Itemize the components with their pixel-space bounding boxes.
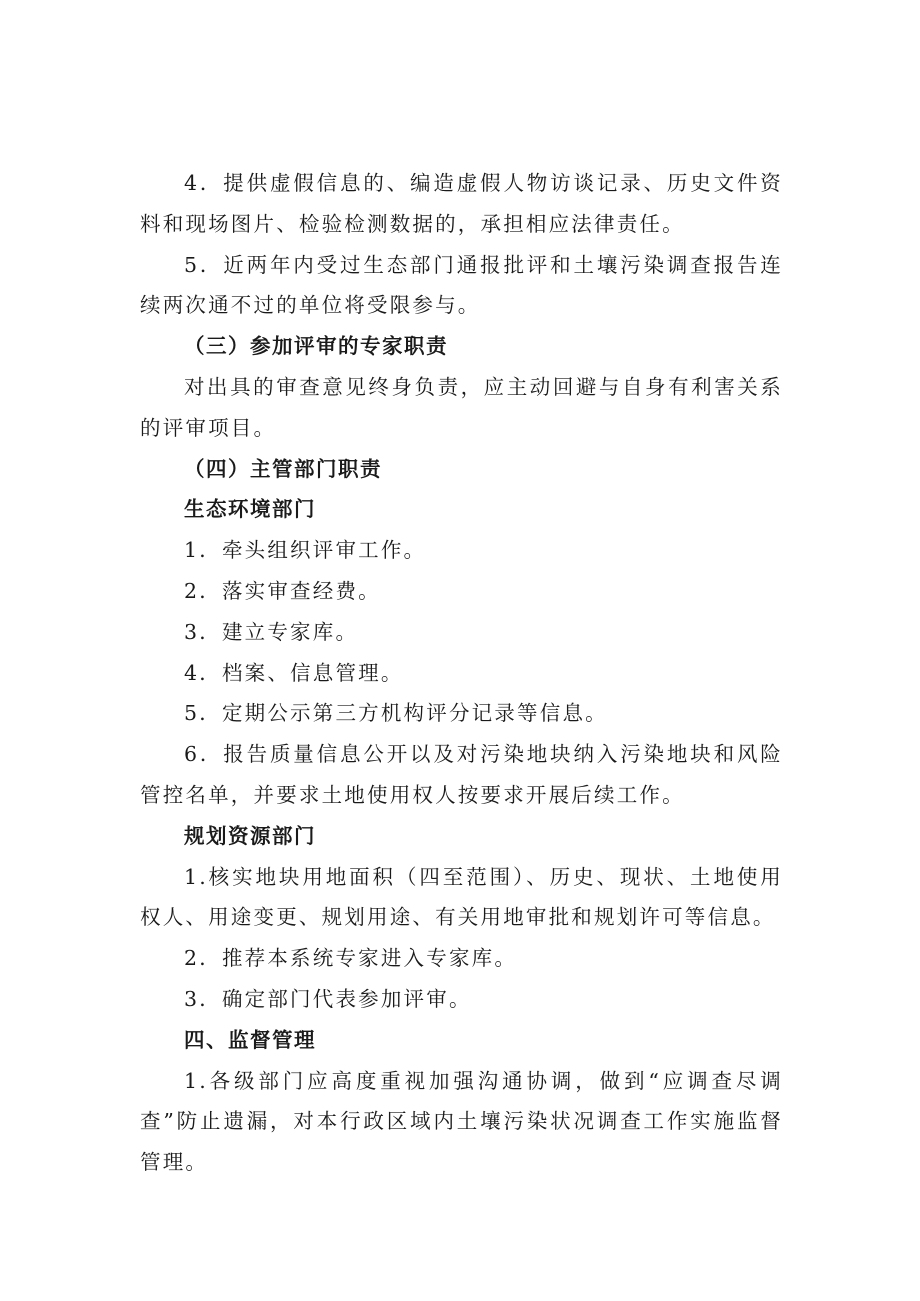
document-body — [140, 163, 783, 1183]
ecology-item-2: 2．落实审查经费。 — [184, 578, 381, 603]
planning-item-1: 1.核实地块用地面积（四至范围）、历史、现状、土地使用权人、用途变更、规划用途、有关用地审批和规划许可等信息。 — [140, 864, 783, 930]
section-heading-department-duties: （四）主管部门职责 — [184, 456, 382, 481]
ecology-item-3: 3．建立专家库。 — [184, 619, 359, 644]
planning-item-3: 3．确定部门代表参加评审。 — [184, 986, 472, 1011]
section-heading-supervision: 四、监督管理 — [184, 1027, 316, 1052]
paragraph-item-5-restriction: 5．近两年内受过生态部门通报批评和土壤污染调查报告连续两次通不过的单位将受限参与。 — [140, 252, 783, 318]
supervision-item-1: 1.各级部门应高度重视加强沟通协调，做到“应调查尽调查”防止遗漏，对本行政区域内土壤污染状况调查工作实施监督管理。 — [140, 1068, 783, 1175]
ecology-item-6: 6．报告质量信息公开以及对污染地块纳入污染地块和风险管控名单，并要求土地使用权人按要求开展后续工作。 — [140, 742, 783, 807]
ecology-item-5: 5．定期公示第三方机构评分记录等信息。 — [184, 701, 608, 726]
section-heading-expert-duties: （三）参加评审的专家职责 — [184, 334, 448, 359]
ecology-item-4: 4．档案、信息管理。 — [184, 660, 404, 685]
subheading-ecology-department: 生态环境部门 — [184, 497, 316, 522]
ecology-item-1: 1．牵头组织评审工作。 — [184, 538, 427, 563]
planning-item-2: 2．推荐本系统专家进入专家库。 — [184, 946, 518, 971]
paragraph-item-4-false-info: 4．提供虚假信息的、编造虚假人物访谈记录、历史文件资料和现场图片、检验检测数据的，承担相应法律责任。 — [140, 171, 783, 236]
paragraph-expert-duties: 对出具的审查意见终身负责，应主动回避与自身有利害关系的评审项目。 — [140, 374, 783, 440]
subheading-planning-department: 规划资源部门 — [184, 823, 316, 848]
